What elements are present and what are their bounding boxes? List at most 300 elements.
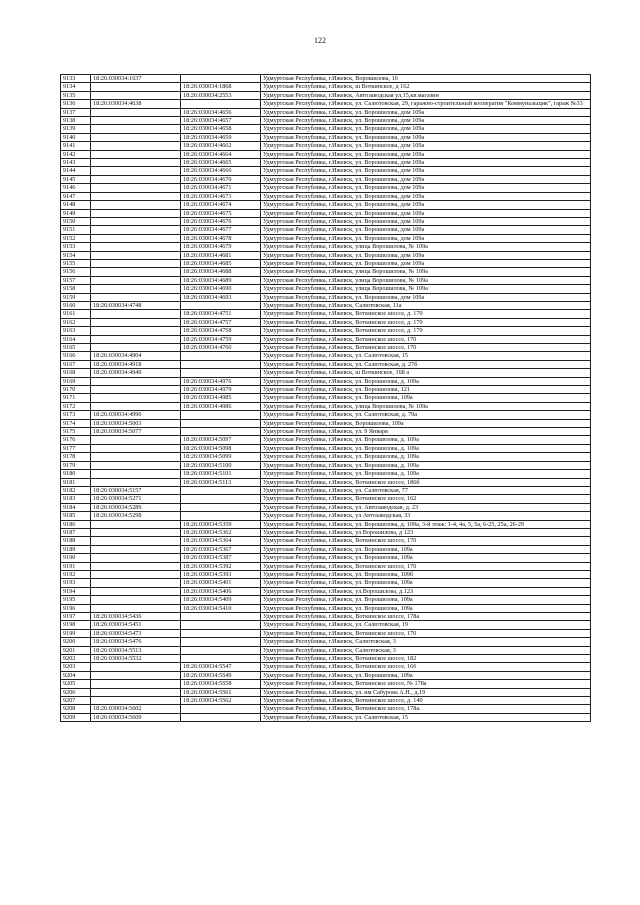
new-cadastral-number-cell: 18:26:030034:4658 <box>181 125 261 133</box>
new-cadastral-number-cell: 18:26:030034:5409 <box>181 596 261 604</box>
table-row <box>61 562 591 570</box>
address-cell: Удмуртская Республика, г.Ижевск, Воткинское шоссе, 170 <box>261 344 591 352</box>
table-row <box>61 646 591 654</box>
row-number-cell: 9183 <box>61 495 91 503</box>
row-number-cell: 9176 <box>61 436 91 444</box>
row-number-cell: 9198 <box>61 621 91 629</box>
old-cadastral-number-cell <box>91 226 181 234</box>
new-cadastral-number-cell <box>181 713 261 721</box>
table-row <box>61 495 591 503</box>
row-number-cell: 9160 <box>61 301 91 309</box>
address-cell: Удмуртская Республика, г.Ижевск, ул. Ворошилова, дом 109а <box>261 293 591 301</box>
table-row <box>61 671 591 679</box>
address-cell: Удмуртская Республика, г.Ижевск, ул. Ворошилова, дом 109а <box>261 159 591 167</box>
old-cadastral-number-cell <box>91 335 181 343</box>
table-row <box>61 318 591 326</box>
old-cadastral-number-cell <box>91 461 181 469</box>
table-row <box>61 579 591 587</box>
old-cadastral-number-cell <box>91 478 181 486</box>
new-cadastral-number-cell: 18:26:030034:4758 <box>181 327 261 335</box>
old-cadastral-number-cell <box>91 91 181 99</box>
cadastral-table <box>60 74 591 722</box>
new-cadastral-number-cell: 18:26:030034:4671 <box>181 184 261 192</box>
old-cadastral-number-cell <box>91 579 181 587</box>
new-cadastral-number-cell <box>181 486 261 494</box>
old-cadastral-number-cell: 18:26:030034:4748 <box>91 301 181 309</box>
address-cell: Удмуртская Республика, г.Ижевск, Воткинское шоссе, 182 <box>261 655 591 663</box>
table-row <box>61 293 591 301</box>
address-cell: Удмуртская Республика, г.Ижевск, ул. Салютовская, д. 27б <box>261 360 591 368</box>
row-number-cell: 9145 <box>61 175 91 183</box>
address-cell: Удмуртская Республика, г.Ижевск, ул. Ворошилова, дом 109а <box>261 125 591 133</box>
row-number-cell: 9166 <box>61 352 91 360</box>
table-row <box>61 688 591 696</box>
table-row <box>61 713 591 721</box>
new-cadastral-number-cell: 18:26:030034:5359 <box>181 520 261 528</box>
new-cadastral-number-cell: 18:26:030034:5113 <box>181 478 261 486</box>
row-number-cell: 9153 <box>61 243 91 251</box>
old-cadastral-number-cell <box>91 537 181 545</box>
table-row <box>61 167 591 175</box>
row-number-cell: 9136 <box>61 100 91 108</box>
old-cadastral-number-cell <box>91 268 181 276</box>
address-cell: Удмуртская Республика, г.Ижевск, ул. Ворошилова, д. 109а <box>261 461 591 469</box>
address-cell: Удмуртская Республика, г.Ижевск, ул. Ворошилова, 109б <box>261 570 591 578</box>
old-cadastral-number-cell <box>91 562 181 570</box>
row-number-cell: 9199 <box>61 629 91 637</box>
old-cadastral-number-cell <box>91 688 181 696</box>
new-cadastral-number-cell: 18:26:030034:5406 <box>181 587 261 595</box>
new-cadastral-number-cell: 18:26:030034:4757 <box>181 318 261 326</box>
row-number-cell: 9157 <box>61 276 91 284</box>
address-cell: Удмуртская Республика, г.Ижевск, ул. Ворошилова, дом 109а <box>261 167 591 175</box>
table-row <box>61 209 591 217</box>
table-row <box>61 520 591 528</box>
address-cell: Удмуртская Республика, г.Ижевск, ул. Ворошилова, 109а <box>261 579 591 587</box>
table-row <box>61 655 591 663</box>
new-cadastral-number-cell: 18:26:030034:5549 <box>181 671 261 679</box>
row-number-cell: 9185 <box>61 512 91 520</box>
table-row <box>61 243 591 251</box>
new-cadastral-number-cell: 18:26:030034:4659 <box>181 133 261 141</box>
new-cadastral-number-cell: 18:26:030034:4985 <box>181 394 261 402</box>
row-number-cell: 9137 <box>61 108 91 116</box>
address-cell: Удмуртская Республика, г.Ижевск, ул. Ворошилова, дом 109а <box>261 234 591 242</box>
address-cell: Удмуртская Республика, г.Ижевск, Ворошилова, 109а <box>261 419 591 427</box>
address-cell: Удмуртская Республика, г.Ижевск, ул. Ворошилова, д. 109а <box>261 453 591 461</box>
row-number-cell: 9164 <box>61 335 91 343</box>
address-cell: Удмуртская Республика, г.Ижевск, ш Воткинское, 168 а <box>261 369 591 377</box>
new-cadastral-number-cell <box>181 100 261 108</box>
address-cell: Удмуртская Республика, г.Ижевск, улица Ворошилова, № 109а <box>261 276 591 284</box>
address-cell: Удмуртская Республика, г.Ижевск, ул. Ворошилова, 109а <box>261 554 591 562</box>
row-number-cell: 9192 <box>61 570 91 578</box>
old-cadastral-number-cell: 18:26:030034:4918 <box>91 360 181 368</box>
new-cadastral-number-cell: 18:26:030034:4693 <box>181 293 261 301</box>
old-cadastral-number-cell <box>91 310 181 318</box>
address-cell: Удмуртская Республика, г.Ижевск, Воткинское шоссе, 170 <box>261 562 591 570</box>
row-number-cell: 9201 <box>61 646 91 654</box>
table-row <box>61 335 591 343</box>
old-cadastral-number-cell: 18:26:030034:4638 <box>91 100 181 108</box>
new-cadastral-number-cell: 18:26:030034:5401 <box>181 579 261 587</box>
row-number-cell: 9188 <box>61 537 91 545</box>
row-number-cell: 9161 <box>61 310 91 318</box>
new-cadastral-number-cell: 18:26:030034:2553 <box>181 91 261 99</box>
row-number-cell: 9150 <box>61 217 91 225</box>
old-cadastral-number-cell <box>91 276 181 284</box>
row-number-cell: 9135 <box>61 91 91 99</box>
table-row <box>61 613 591 621</box>
table-row <box>61 91 591 99</box>
new-cadastral-number-cell: 18:26:030034:5100 <box>181 461 261 469</box>
address-cell: Удмуртская Республика, г.Ижевск, ул. им Сабурова А.Н., д.19 <box>261 688 591 696</box>
old-cadastral-number-cell <box>91 234 181 242</box>
new-cadastral-number-cell: 18:26:030034:4688 <box>181 268 261 276</box>
old-cadastral-number-cell: 18:26:030034:5532 <box>91 655 181 663</box>
new-cadastral-number-cell: 18:26:030034:4690 <box>181 285 261 293</box>
old-cadastral-number-cell: 18:26:030034:5476 <box>91 638 181 646</box>
row-number-cell: 9154 <box>61 251 91 259</box>
new-cadastral-number-cell: 18:26:030034:5097 <box>181 436 261 444</box>
address-cell: Удмуртская Республика, г.Ижевск, ул. Ворошилова, д. 109а <box>261 444 591 452</box>
old-cadastral-number-cell <box>91 192 181 200</box>
address-cell: Удмуртская Республика, г.Ижевск, ул. Ворошилова, дом 109а <box>261 226 591 234</box>
old-cadastral-number-cell <box>91 344 181 352</box>
old-cadastral-number-cell <box>91 377 181 385</box>
new-cadastral-number-cell: 18:26:030034:4976 <box>181 377 261 385</box>
old-cadastral-number-cell: 18:26:030034:5298 <box>91 512 181 520</box>
address-cell: Удмуртская Республика, г.Ижевск, Воткинское шоссе, 166 <box>261 663 591 671</box>
old-cadastral-number-cell: 18:26:030034:5602 <box>91 705 181 713</box>
new-cadastral-number-cell <box>181 613 261 621</box>
row-number-cell: 9162 <box>61 318 91 326</box>
row-number-cell: 9193 <box>61 579 91 587</box>
new-cadastral-number-cell <box>181 503 261 511</box>
address-cell: Удмуртская Республика, г.Ижевск, ул. Салютовская, д. 79а <box>261 411 591 419</box>
new-cadastral-number-cell: 18:26:030034:4670 <box>181 175 261 183</box>
table-row <box>61 192 591 200</box>
row-number-cell: 9143 <box>61 159 91 167</box>
address-cell: Удмуртская Республика, г.Ижевск, ул. Ворошилова, д. 109а <box>261 377 591 385</box>
old-cadastral-number-cell <box>91 596 181 604</box>
address-cell: Удмуртская Республика, г.Ижевск, Воткинское шоссе, д. 170 <box>261 327 591 335</box>
address-cell: Удмуртская Республика, г.Ижевск, ул. Ворошилова, дом 109а <box>261 209 591 217</box>
table-row <box>61 108 591 116</box>
old-cadastral-number-cell <box>91 671 181 679</box>
table-row <box>61 638 591 646</box>
table-row <box>61 663 591 671</box>
new-cadastral-number-cell: 18:26:030034:5547 <box>181 663 261 671</box>
table-row <box>61 461 591 469</box>
table-row <box>61 554 591 562</box>
old-cadastral-number-cell: 18:26:030034:4949 <box>91 369 181 377</box>
old-cadastral-number-cell <box>91 587 181 595</box>
new-cadastral-number-cell: 18:26:030034:4986 <box>181 402 261 410</box>
new-cadastral-number-cell: 18:26:030034:4685 <box>181 259 261 267</box>
old-cadastral-number-cell: 18:26:030034:4990 <box>91 411 181 419</box>
table-row <box>61 428 591 436</box>
address-cell: Удмуртская Республика, г.Ижевск, ш Воткинское, д 162 <box>261 83 591 91</box>
row-number-cell: 9203 <box>61 663 91 671</box>
new-cadastral-number-cell: 18:26:030034:4657 <box>181 117 261 125</box>
table-row <box>61 537 591 545</box>
address-cell: Удмуртская Республика, г.Ижевск, ул. Ворошилова, д. 109а, 3-й этаж: 1-4, 4а, 5, 5а, 6-25, 25а, 26-29 <box>261 520 591 528</box>
old-cadastral-number-cell <box>91 663 181 671</box>
row-number-cell: 9191 <box>61 562 91 570</box>
address-cell: Удмуртская Республика, г.Ижевск, ул. Ворошилова, дом 109а <box>261 175 591 183</box>
new-cadastral-number-cell: 18:26:030034:4664 <box>181 150 261 158</box>
table-row <box>61 478 591 486</box>
new-cadastral-number-cell <box>181 352 261 360</box>
table-row <box>61 621 591 629</box>
row-number-cell: 9144 <box>61 167 91 175</box>
row-number-cell: 9202 <box>61 655 91 663</box>
table-row <box>61 411 591 419</box>
table-row <box>61 285 591 293</box>
new-cadastral-number-cell: 18:26:030034:4666 <box>181 167 261 175</box>
row-number-cell: 9209 <box>61 713 91 721</box>
address-cell: Удмуртская Республика, г.Ижевск, ул Автозаводская, 33 <box>261 512 591 520</box>
address-cell: Удмуртская Республика, г.Ижевск, Салютовская, 3 <box>261 638 591 646</box>
row-number-cell: 9146 <box>61 184 91 192</box>
new-cadastral-number-cell <box>181 428 261 436</box>
address-cell: Удмуртская Республика, г.Ижевск, улица Ворошилова, № 109а <box>261 285 591 293</box>
table-row <box>61 629 591 637</box>
address-cell: Удмуртская Республика, г.Ижевск, Воткинское шоссе, 178а <box>261 613 591 621</box>
old-cadastral-number-cell <box>91 520 181 528</box>
old-cadastral-number-cell: 18:26:030034:5609 <box>91 713 181 721</box>
new-cadastral-number-cell <box>181 360 261 368</box>
new-cadastral-number-cell: 18:26:030034:1868 <box>181 83 261 91</box>
row-number-cell: 9194 <box>61 587 91 595</box>
address-cell: Удмуртская Республика, г.Ижевск, Воткинское шоссе, 170 <box>261 537 591 545</box>
row-number-cell: 9197 <box>61 613 91 621</box>
new-cadastral-number-cell: 18:26:030034:4676 <box>181 217 261 225</box>
old-cadastral-number-cell <box>91 402 181 410</box>
row-number-cell: 9147 <box>61 192 91 200</box>
old-cadastral-number-cell <box>91 570 181 578</box>
new-cadastral-number-cell <box>181 419 261 427</box>
row-number-cell: 9172 <box>61 402 91 410</box>
row-number-cell: 9178 <box>61 453 91 461</box>
new-cadastral-number-cell <box>181 638 261 646</box>
new-cadastral-number-cell <box>181 629 261 637</box>
new-cadastral-number-cell <box>181 495 261 503</box>
row-number-cell: 9155 <box>61 259 91 267</box>
address-cell: Удмуртская Республика, г.Ижевск, Ворошилова, 16 <box>261 75 591 83</box>
row-number-cell: 9196 <box>61 604 91 612</box>
old-cadastral-number-cell <box>91 217 181 225</box>
new-cadastral-number-cell: 18:26:030034:5561 <box>181 688 261 696</box>
address-cell: Удмуртская Республика, г.Ижевск, ул. Ворошилова, дом 109а <box>261 192 591 200</box>
address-cell: Удмуртская Республика, г.Ижевск, ул. Ворошилова, 109а <box>261 545 591 553</box>
address-cell: Удмуртская Республика, г.Ижевск, Автозаводская ул,15,кв.магазин <box>261 91 591 99</box>
table-row <box>61 268 591 276</box>
row-number-cell: 9171 <box>61 394 91 402</box>
address-cell: Удмуртская Республика, г.Ижевск, Воткинское шоссе, 170 <box>261 335 591 343</box>
address-cell: Удмуртская Республика, г.Ижевск, ул. Ворошилова, дом 109а <box>261 259 591 267</box>
row-number-cell: 9151 <box>61 226 91 234</box>
old-cadastral-number-cell <box>91 327 181 335</box>
table-row <box>61 75 591 83</box>
old-cadastral-number-cell: 18:26:030034:5077 <box>91 428 181 436</box>
new-cadastral-number-cell: 18:26:030034:4677 <box>181 226 261 234</box>
table-row <box>61 545 591 553</box>
row-number-cell: 9205 <box>61 680 91 688</box>
table-row <box>61 444 591 452</box>
table-row <box>61 327 591 335</box>
page-number: 122 <box>314 36 326 45</box>
table-row <box>61 402 591 410</box>
row-number-cell: 9189 <box>61 545 91 553</box>
new-cadastral-number-cell: 18:26:030034:5101 <box>181 470 261 478</box>
old-cadastral-number-cell: 18:26:030034:1637 <box>91 75 181 83</box>
row-number-cell: 9170 <box>61 386 91 394</box>
row-number-cell: 9138 <box>61 117 91 125</box>
address-cell: Удмуртская Республика, г.Ижевск, Воткинское шоссе, 178а. <box>261 705 591 713</box>
address-cell: Удмуртская Республика, г.Ижевск, ул. Ворошилова, 109а <box>261 596 591 604</box>
old-cadastral-number-cell <box>91 201 181 209</box>
row-number-cell: 9167 <box>61 360 91 368</box>
new-cadastral-number-cell: 18:26:030034:5362 <box>181 528 261 536</box>
table-row <box>61 142 591 150</box>
new-cadastral-number-cell <box>181 75 261 83</box>
new-cadastral-number-cell: 18:26:030034:4681 <box>181 251 261 259</box>
address-cell: Удмуртская Республика, г.Ижевск, улица Ворошилова, № 109а <box>261 268 591 276</box>
old-cadastral-number-cell <box>91 285 181 293</box>
old-cadastral-number-cell <box>91 680 181 688</box>
address-cell: Удмуртская Республика, г.Ижевск, ул. Ворошилова, дом 109а <box>261 133 591 141</box>
old-cadastral-number-cell: 18:26:030034:5436 <box>91 613 181 621</box>
table-row <box>61 596 591 604</box>
new-cadastral-number-cell: 18:26:030034:4674 <box>181 201 261 209</box>
old-cadastral-number-cell <box>91 159 181 167</box>
new-cadastral-number-cell: 18:26:030034:4656 <box>181 108 261 116</box>
new-cadastral-number-cell: 18:26:030034:4979 <box>181 386 261 394</box>
row-number-cell: 9141 <box>61 142 91 150</box>
new-cadastral-number-cell <box>181 369 261 377</box>
address-cell: Удмуртская Республика, г.Ижевск, Салютовская, 11а <box>261 301 591 309</box>
old-cadastral-number-cell: 18:26:030034:5003 <box>91 419 181 427</box>
old-cadastral-number-cell <box>91 167 181 175</box>
new-cadastral-number-cell: 18:26:030034:5410 <box>181 604 261 612</box>
address-cell: Удмуртская Республика, г.Ижевск, ул. Ворошилова, дом 109а <box>261 117 591 125</box>
old-cadastral-number-cell: 18:26:030034:5271 <box>91 495 181 503</box>
address-cell: Удмуртская Республика, г.Ижевск, ул. Ворошилова, 109а <box>261 671 591 679</box>
row-number-cell: 9149 <box>61 209 91 217</box>
new-cadastral-number-cell: 18:26:030034:4759 <box>181 335 261 343</box>
table-row <box>61 352 591 360</box>
table-row <box>61 201 591 209</box>
old-cadastral-number-cell <box>91 251 181 259</box>
row-number-cell: 9173 <box>61 411 91 419</box>
old-cadastral-number-cell <box>91 697 181 705</box>
table-row <box>61 175 591 183</box>
row-number-cell: 9148 <box>61 201 91 209</box>
row-number-cell: 9177 <box>61 444 91 452</box>
address-cell: Удмуртская Республика, г.Ижевск, ул. Ворошилова, дом 109а <box>261 201 591 209</box>
new-cadastral-number-cell: 18:26:030034:5364 <box>181 537 261 545</box>
row-number-cell: 9208 <box>61 705 91 713</box>
old-cadastral-number-cell <box>91 142 181 150</box>
old-cadastral-number-cell <box>91 83 181 91</box>
row-number-cell: 9184 <box>61 503 91 511</box>
row-number-cell: 9206 <box>61 688 91 696</box>
row-number-cell: 9169 <box>61 377 91 385</box>
address-cell: Удмуртская Республика, г.Ижевск, ул.Ворошилова, д.123 <box>261 587 591 595</box>
new-cadastral-number-cell: 18:26:030034:5099 <box>181 453 261 461</box>
row-number-cell: 9168 <box>61 369 91 377</box>
address-cell: Удмуртская Республика, г.Ижевск, Воткинское шоссе, 170 <box>261 629 591 637</box>
address-cell: Удмуртская Республика, г.Ижевск, ул. Ворошилова, д. 109а <box>261 436 591 444</box>
row-number-cell: 9187 <box>61 528 91 536</box>
row-number-cell: 9174 <box>61 419 91 427</box>
address-cell: Удмуртская Республика, г.Ижевск, ул. Ворошилова, 109а <box>261 394 591 402</box>
new-cadastral-number-cell <box>181 411 261 419</box>
new-cadastral-number-cell: 18:26:030034:5558 <box>181 680 261 688</box>
address-cell: Удмуртская Республика, г.Ижевск, ул. Салютовская, 77 <box>261 486 591 494</box>
new-cadastral-number-cell <box>181 512 261 520</box>
row-number-cell: 9181 <box>61 478 91 486</box>
table-row <box>61 184 591 192</box>
new-cadastral-number-cell: 18:26:030034:4675 <box>181 209 261 217</box>
old-cadastral-number-cell: 18:26:030034:5451 <box>91 621 181 629</box>
new-cadastral-number-cell: 18:26:030034:4679 <box>181 243 261 251</box>
row-number-cell: 9182 <box>61 486 91 494</box>
row-number-cell: 9140 <box>61 133 91 141</box>
new-cadastral-number-cell <box>181 655 261 663</box>
address-cell: Удмуртская Республика, г.Ижевск, Воткинское шоссе, д. 170 <box>261 318 591 326</box>
new-cadastral-number-cell: 18:26:030034:4751 <box>181 310 261 318</box>
table-row <box>61 587 591 595</box>
row-number-cell: 9204 <box>61 671 91 679</box>
old-cadastral-number-cell <box>91 528 181 536</box>
old-cadastral-number-cell <box>91 293 181 301</box>
table-row <box>61 386 591 394</box>
row-number-cell: 9156 <box>61 268 91 276</box>
table-row <box>61 100 591 108</box>
table-row <box>61 159 591 167</box>
address-cell: Удмуртская Республика, г.Ижевск, Воткинское шоссе, № 178а <box>261 680 591 688</box>
table-row <box>61 310 591 318</box>
row-number-cell: 9165 <box>61 344 91 352</box>
address-cell: Удмуртская Республика, г.Ижевск, улица Ворошилова, № 109а <box>261 243 591 251</box>
table-row <box>61 133 591 141</box>
address-cell: Удмуртская Республика, г.Ижевск, ул. Салютовская, 15 <box>261 713 591 721</box>
table-row <box>61 680 591 688</box>
address-cell: Удмуртская Республика, г.Ижевск, ул. Ворошилова, 109а <box>261 604 591 612</box>
new-cadastral-number-cell: 18:26:030034:5392 <box>181 562 261 570</box>
new-cadastral-number-cell <box>181 301 261 309</box>
table-row <box>61 453 591 461</box>
old-cadastral-number-cell <box>91 117 181 125</box>
old-cadastral-number-cell <box>91 243 181 251</box>
new-cadastral-number-cell: 18:26:030034:4665 <box>181 159 261 167</box>
address-cell: Удмуртская Республика, г.Ижевск, ул. Автозаводская, д. 23 <box>261 503 591 511</box>
address-cell: Удмуртская Республика, г.Ижевск, ул. Ворошилова, дом 109а <box>261 150 591 158</box>
table-row <box>61 217 591 225</box>
old-cadastral-number-cell: 18:26:030034:5289 <box>91 503 181 511</box>
old-cadastral-number-cell <box>91 470 181 478</box>
old-cadastral-number-cell <box>91 108 181 116</box>
table-row <box>61 486 591 494</box>
table-row <box>61 512 591 520</box>
old-cadastral-number-cell <box>91 175 181 183</box>
table-row <box>61 436 591 444</box>
old-cadastral-number-cell <box>91 453 181 461</box>
old-cadastral-number-cell <box>91 394 181 402</box>
